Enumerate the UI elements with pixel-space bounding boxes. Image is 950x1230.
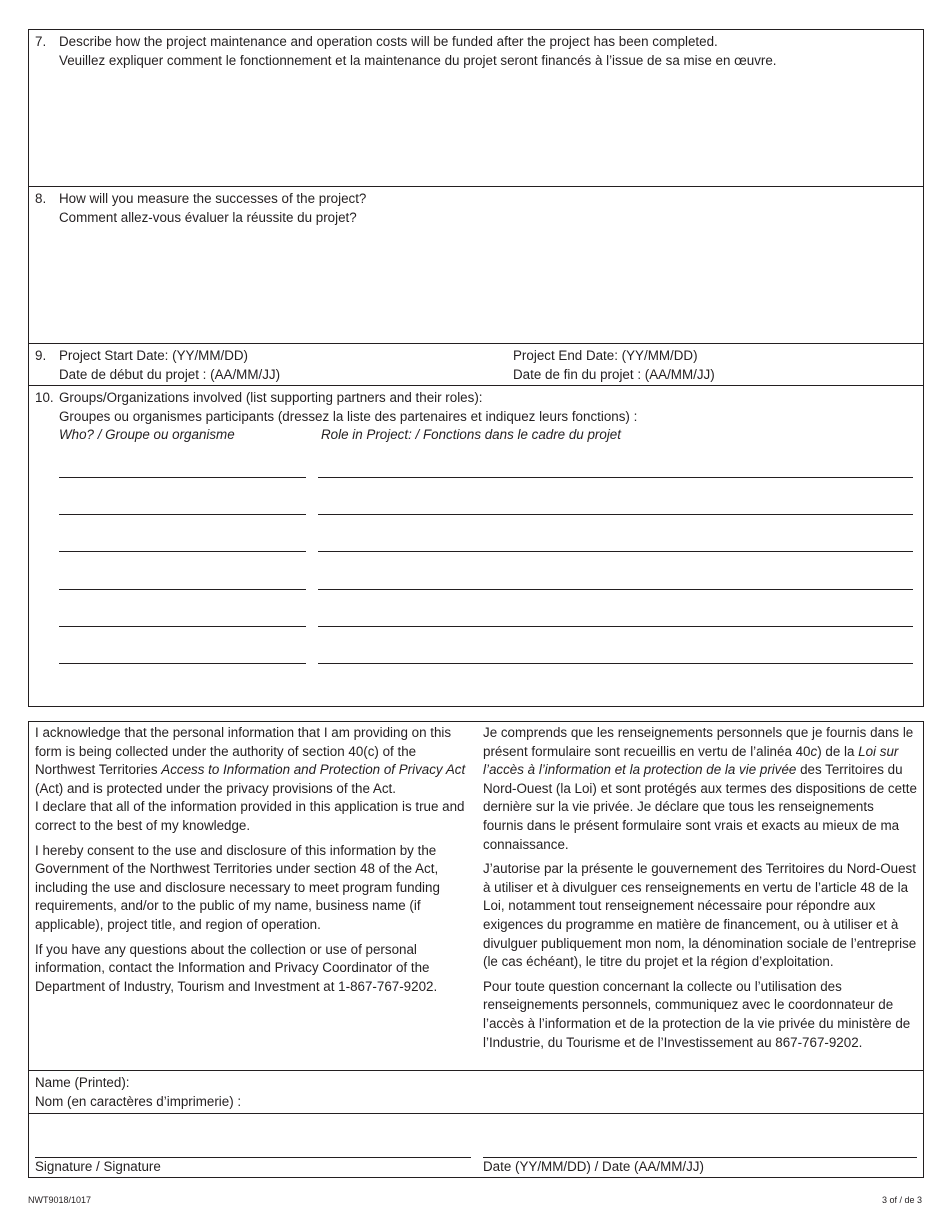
partner-who-line-4[interactable] xyxy=(59,589,306,590)
consent-fr-paragraph-3: Pour toute question concernant la collecte ou l’utilisation des renseignements personnels, communiquez avec le coordonnateur de l’accès à l’information et de la protection de la vie privée du ministère de l’Industrie, du Tourisme et de l’Investissement au 867-767-9202. xyxy=(483,978,911,1050)
name-section xyxy=(29,1071,923,1114)
date-label: Date (YY/MM/DD) / Date (AA/MM/JJ) xyxy=(483,1159,704,1174)
page-number: 3 of / de 3 xyxy=(881,1195,922,1205)
name-label-fr: Nom (en caractères d’imprimerie) : xyxy=(35,1093,242,1109)
signature-section xyxy=(29,1114,923,1177)
name-label-en: Name (Printed): xyxy=(35,1075,130,1090)
partner-who-line-1[interactable] xyxy=(59,477,306,478)
partner-who-line-2[interactable] xyxy=(59,514,306,515)
questions-box xyxy=(28,29,924,707)
question-9-section xyxy=(29,344,923,386)
question-10-section xyxy=(29,386,923,706)
question-7-section xyxy=(29,30,923,187)
question-8-answer-area[interactable] xyxy=(35,231,917,339)
column-header-who: Who? / Groupe ou organisme xyxy=(59,427,235,443)
signature-label: Signature / Signature xyxy=(35,1159,161,1174)
consent-french xyxy=(483,724,917,1058)
partner-role-line-1[interactable] xyxy=(318,477,913,478)
partner-role-line-4[interactable] xyxy=(318,589,913,590)
partner-who-line-5[interactable] xyxy=(59,626,306,627)
question-8-section xyxy=(29,187,923,344)
project-end-date-label-en: Project End Date: (YY/MM/DD) xyxy=(513,348,698,363)
question-8-text-en: How will you measure the successes of the project? xyxy=(59,191,367,206)
project-start-date-label-en: Project Start Date: (YY/MM/DD) xyxy=(59,348,248,363)
consent-fr-paragraph-1: Je comprends que les renseignements personnels que je fournis dans le présent formulaire sont recueillis en vertu de l’alinéa 40c) de la Loi sur l’accès à l’information et la protection de la vie privée des Territoires du Nord-Ouest (la Loi) et sont protégés aux termes des dispositions de cette dernière sur la vie privée. Je déclare que tous les renseignements fournis dans le présent formulaire sont vrais et exacts au mieux de ma connaissance. xyxy=(483,725,917,852)
partner-role-line-6[interactable] xyxy=(318,663,913,664)
question-8-number: 8. xyxy=(35,191,47,206)
name-field[interactable] xyxy=(279,1073,917,1111)
consent-section xyxy=(29,722,923,1071)
project-end-date-label-fr: Date de fin du projet : (AA/MM/JJ) xyxy=(513,366,715,382)
question-9-number: 9. xyxy=(35,348,47,363)
consent-english xyxy=(35,724,471,1002)
project-start-date-field[interactable] xyxy=(299,346,499,382)
question-7-text-fr: Veuillez expliquer comment le fonctionnement et la maintenance du projet seront financés à l’issue de sa mise en œuvre. xyxy=(59,52,777,68)
question-7-number: 7. xyxy=(35,34,47,49)
question-8-text-fr: Comment allez-vous évaluer la réussite du projet? xyxy=(59,209,357,225)
consent-fr-paragraph-2: J’autorise par la présente le gouvernement des Territoires du Nord-Ouest à utiliser et à divulguer ces renseignements en vertu de l’article 48 de la Loi, notamment tout renseignement nécessaire pour répondre aux exigences du programme en matière de financement, ou à utiliser et à divulguer publiquement mon nom, la dénomination sociale de l’entreprise (le cas échéant), le titre du projet et la région d’exploitation. xyxy=(483,861,917,970)
partner-role-line-2[interactable] xyxy=(318,514,913,515)
partner-who-line-3[interactable] xyxy=(59,551,306,552)
form-code: NWT9018/1017 xyxy=(28,1195,92,1205)
project-end-date-field[interactable] xyxy=(749,346,919,382)
project-start-date-label-fr: Date de début du projet : (AA/MM/JJ) xyxy=(59,366,281,382)
partner-who-line-6[interactable] xyxy=(59,663,306,664)
consent-en-paragraph-1: I acknowledge that the personal information that I am providing on this form is being collected under the authority of section 40(c) of the Northwest Territories Access to Information and Protection of Privacy Act (Act) and is protected under the privacy provisions of the Act. I declare that all of the information provided in this application is true and correct to the best of my knowledge. xyxy=(35,725,466,833)
consent-en-paragraph-2: I hereby consent to the use and disclosure of this information by the Government of the Northwest Territories under section 48 of the Act, including the use and disclosure necessary to meet program funding requirements, and/or to the public of my name, business name (if applicable), project title, and region of operation. xyxy=(35,842,440,932)
consent-en-paragraph-3: If you have any questions about the collection or use of personal information, contact the Information and Privacy Coordinator of the Department of Industry, Tourism and Investment at 1-867-767-9202. xyxy=(35,941,438,994)
column-header-role: Role in Project: / Fonctions dans le cadre du projet xyxy=(321,427,621,443)
partner-role-line-3[interactable] xyxy=(318,551,913,552)
question-10-text-fr: Groupes ou organismes participants (dressez la liste des partenaires et indiquez leurs fonctions) : xyxy=(59,408,638,424)
question-7-answer-area[interactable] xyxy=(35,74,917,182)
question-10-number: 10. xyxy=(35,390,54,405)
question-10-text-en: Groups/Organizations involved (list supporting partners and their roles): xyxy=(59,390,483,405)
question-7-text-en: Describe how the project maintenance and operation costs will be funded after the project has been completed. xyxy=(59,34,718,49)
project-end-date xyxy=(513,347,715,384)
consent-box xyxy=(28,721,924,1178)
partner-role-line-5[interactable] xyxy=(318,626,913,627)
